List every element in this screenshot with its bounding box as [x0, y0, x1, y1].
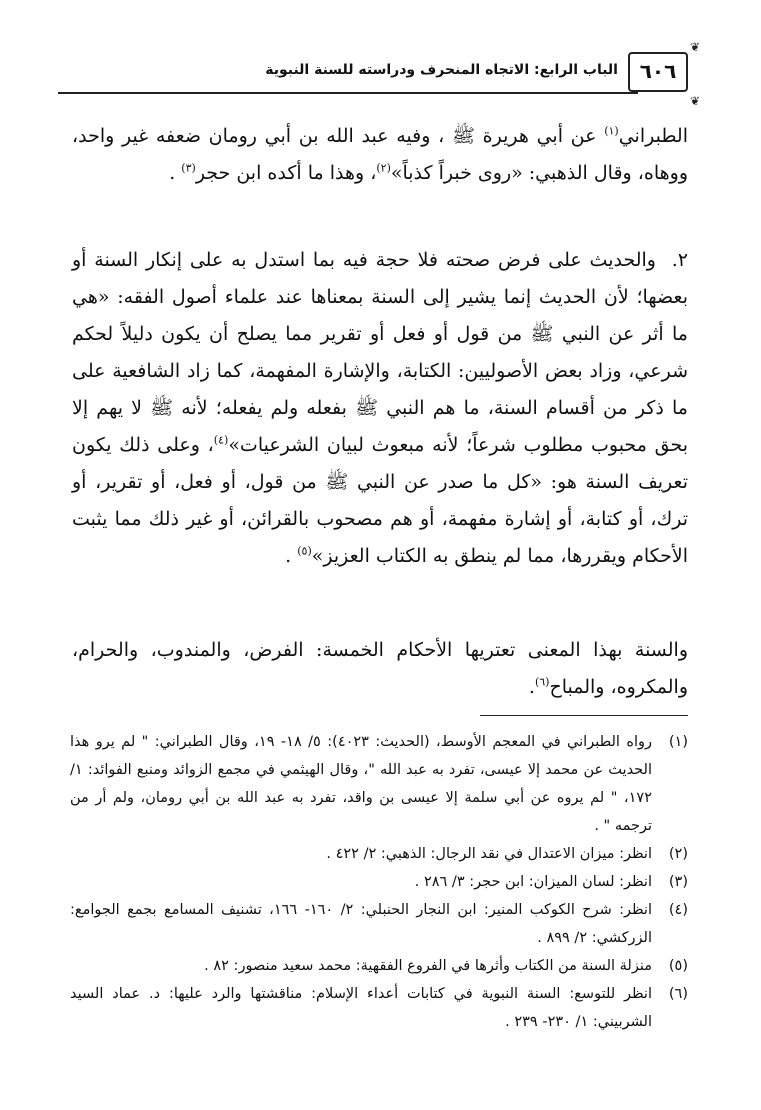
footnote-ref[interactable]: (١) [604, 124, 619, 138]
footnote-text: رواه الطبراني في المعجم الأوسط، (الحديث: ٤٠٢٣): ٥/ ١٨- ١٩، وقال الطبراني: " لم يرو هذا الحديث عن محمد إلا عيسى، تفرد به عبد الله "، وقال الهيثمي في مجمع الزوائد ومنبع الفوائد: ١/ ١٧٢، " لم يروه عن أبي سلمة إلا عيسى بن واقد، تفرد به عبد الله بن أبي رومان، ولم أر من ترجمه " . [70, 734, 652, 834]
paragraph-3 [72, 632, 688, 706]
paragraph-text: عن أبي هريرة ﷺ ، وفيه عبد الله بن أبي رومان ضعفه غير واحد، ووهاه، وقال الذهبي: «روى خبراً كذباً» [72, 125, 688, 184]
footnote-item [70, 952, 688, 980]
footnote-item [70, 728, 688, 840]
paragraph-text: . [169, 162, 182, 184]
footnote-number: (٤) [668, 902, 688, 918]
footnote-separator [480, 715, 688, 716]
footnote-ref[interactable]: (٣) [181, 161, 196, 175]
chapter-title: الباب الرابع: الاتجاه المنحرف ودراسته للسنة النبوية [265, 62, 618, 78]
footnote-number: (٥) [668, 958, 688, 974]
corner-ornament-icon: ❦ [689, 94, 700, 108]
corner-ornament-icon: ❦ [689, 40, 700, 54]
footnote-item [70, 840, 688, 868]
paragraph-text: . [528, 676, 535, 698]
footnote-text: انظر للتوسع: السنة النبوية في كتابات أعداء الإسلام: مناقشتها والرد عليها: د. عماد السيد الشربيني: ١/ ٢٣٠- ٢٣٩ . [70, 986, 652, 1030]
footnote-ref[interactable]: (٢) [376, 161, 391, 175]
footnote-number: (٢) [668, 846, 688, 862]
footnote-ref[interactable]: (٥) [297, 544, 312, 558]
footnote-number: (٦) [668, 986, 688, 1002]
footnote-number: (١) [668, 734, 688, 750]
paragraph-text: ، وعلى ذلك يكون تعريف السنة هو: «كل ما صدر عن النبي ﷺ من قول، أو فعل، أو تقرير، أو ترك، أو كتابة، أو إشارة مفهمة، أو هم مصحوب بالقرائن، أو غير ذلك مما يثبت الأحكام ويقررها، مما لم ينطق به الكتاب العزيز» [72, 434, 688, 567]
footnote-ref[interactable]: (٤) [213, 433, 229, 447]
footnote-ref[interactable]: (٦) [534, 675, 550, 689]
footnote-text: منزلة السنة من الكتاب وأثرها في الفروع الفقهية: محمد سعيد منصور: ٨٢ . [204, 958, 652, 974]
footnote-text: انظر: شرح الكوكب المنير: ابن النجار الحنبلي: ٢/ ١٦٠- ١٦٦، تشنيف المسامع بجمع الجوامع: الزركشي: ٢/ ٨٩٩ . [70, 902, 652, 946]
paragraph-text: والحديث على فرض صحته فلا حجة فيه بما استدل به على إنكار السنة أو بعضها؛ لأن الحديث إنما يشير إلى السنة بمعناها عند علماء أصول الفقه: «هي ما أثر عن النبي ﷺ من قول أو فعل أو تقرير مما يصلح أن يكون دليلاً لحكم شرعي، وزاد بعض الأصوليين: الكتابة، والإشارة المفهمة، كما زاد الشافعية على ما ذكر من أقسام السنة، ما هم النبي ﷺ بفعله ولم يفعله؛ لأنه ﷺ لا يهم إلا بحق محبوب مطلوب شرعاً؛ لأنه مبعوث لبيان الشرعيات» [72, 249, 689, 456]
page-number: ٦٠٦ [628, 52, 688, 92]
footnote-text: انظر: لسان الميزان: ابن حجر: ٣/ ٢٨٦ . [414, 874, 652, 890]
paragraph-text: . [285, 545, 298, 567]
paragraph-text: ، وهذا ما أكده ابن حجر [195, 162, 377, 184]
footnote-item [70, 980, 688, 1036]
page-header [58, 40, 700, 108]
paragraph-text: الطبراني [618, 125, 688, 147]
paragraph-1 [72, 118, 688, 192]
paragraph-2 [72, 242, 688, 575]
list-number: ٢. [671, 249, 688, 271]
footnote-item [70, 868, 688, 896]
footnotes [70, 728, 688, 1036]
footnote-item [70, 896, 688, 952]
footnote-number: (٣) [668, 874, 688, 890]
paragraph-text: والسنة بهذا المعنى تعتريها الأحكام الخمسة: الفرض، والمندوب، والحرام، والمكروه، والمباح [72, 639, 688, 698]
header-rule [58, 92, 638, 94]
footnote-text: انظر: ميزان الاعتدال في نقد الرجال: الذهبي: ٢/ ٤٢٢ . [326, 846, 652, 862]
